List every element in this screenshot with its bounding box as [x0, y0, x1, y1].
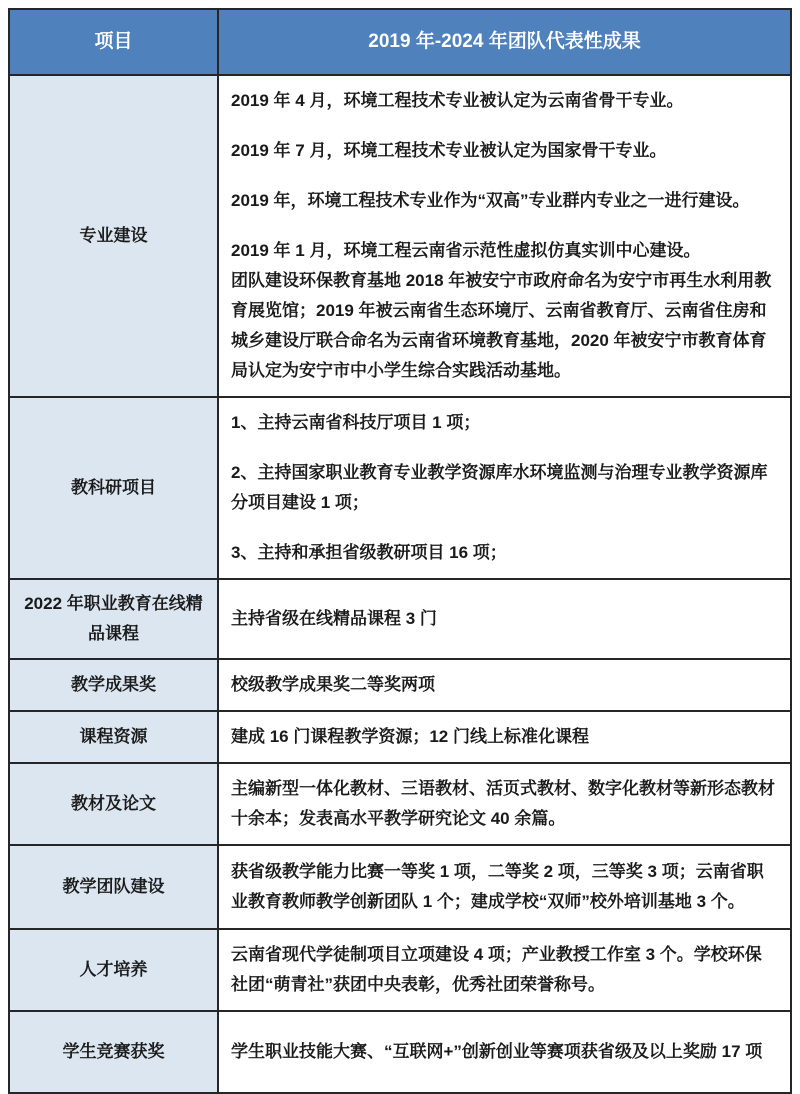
- content-paragraph: 3、主持和承担省级教研项目 16 项；: [231, 543, 507, 562]
- content-paragraph: 主编新型一体化教材、三语教材、活页式教材、数字化教材等新形态教材十余本；发表高水平教学研究论文 40 余篇。: [231, 779, 775, 828]
- row-content: [219, 712, 790, 762]
- row-label: 教学成果奖: [10, 660, 219, 710]
- row-content: [219, 764, 790, 844]
- achievements-table: [8, 8, 792, 1094]
- row-content: [219, 398, 790, 578]
- row-content: [219, 660, 790, 710]
- content-paragraph: 学生职业技能大赛、“互联网+”创新创业等赛项获省级及以上奖励 17 项: [231, 1042, 763, 1061]
- table-row: [10, 658, 790, 710]
- content-paragraph: 2019 年 1 月，环境工程云南省示范性虚拟仿真实训中心建设。: [231, 241, 701, 260]
- row-label: 专业建设: [10, 76, 219, 396]
- content-paragraph: 2019 年 7 月，环境工程技术专业被认定为国家骨干专业。: [231, 141, 667, 160]
- row-content: [219, 76, 790, 396]
- row-content: [219, 1012, 790, 1092]
- table-row: [10, 844, 790, 928]
- table-row: [10, 1010, 790, 1092]
- content-paragraph: 建成 16 门课程教学资源；12 门线上标准化课程: [231, 727, 589, 746]
- table-row: [10, 928, 790, 1010]
- row-label: 教学团队建设: [10, 846, 219, 928]
- table-row: [10, 74, 790, 396]
- table-row: [10, 578, 790, 658]
- row-label: 教材及论文: [10, 764, 219, 844]
- row-label: 2022 年职业教育在线精品课程: [10, 580, 219, 658]
- row-content: [219, 580, 790, 658]
- content-paragraph: 2019 年，环境工程技术专业作为“双高”专业群内专业之一进行建设。: [231, 191, 750, 210]
- table-header-row: [10, 10, 790, 74]
- header-cell-item: 项目: [10, 10, 219, 74]
- content-paragraph: 校级教学成果奖二等奖两项: [231, 675, 435, 694]
- content-paragraph: 团队建设环保教育基地 2018 年被安宁市政府命名为安宁市再生水利用教育展览馆；2019 年被云南省生态环境厅、云南省教育厅、云南省住房和城乡建设厅联合命名为云南省环境教育基地，2020 年被安宁市教育体育局认定为安宁市中小学生综合实践活动基地。: [231, 271, 772, 380]
- row-label: 学生竞赛获奖: [10, 1012, 219, 1092]
- row-label: 人才培养: [10, 930, 219, 1010]
- content-paragraph: 云南省现代学徒制项目立项建设 4 项；产业教授工作室 3 个。学校环保社团“萌青社”获团中央表彰，优秀社团荣誉称号。: [231, 945, 762, 994]
- row-content: [219, 846, 790, 928]
- content-paragraph: 1、主持云南省科技厅项目 1 项；: [231, 413, 481, 432]
- row-label: 课程资源: [10, 712, 219, 762]
- content-paragraph: 2、主持国家职业教育专业教学资源库水环境监测与治理专业教学资源库分项目建设 1 项；: [231, 463, 768, 512]
- row-label: 教科研项目: [10, 398, 219, 578]
- table-row: [10, 710, 790, 762]
- row-content: [219, 930, 790, 1010]
- content-paragraph: 获省级教学能力比赛一等奖 1 项，二等奖 2 项，三等奖 3 项；云南省职业教育教师教学创新团队 1 个；建成学校“双师”校外培训基地 3 个。: [231, 862, 764, 911]
- table-row: [10, 396, 790, 578]
- table-row: [10, 762, 790, 844]
- content-paragraph: 2019 年 4 月，环境工程技术专业被认定为云南省骨干专业。: [231, 91, 684, 110]
- content-paragraph: 主持省级在线精品课程 3 门: [231, 609, 437, 628]
- header-cell-achievements: 2019 年-2024 年团队代表性成果: [219, 10, 790, 74]
